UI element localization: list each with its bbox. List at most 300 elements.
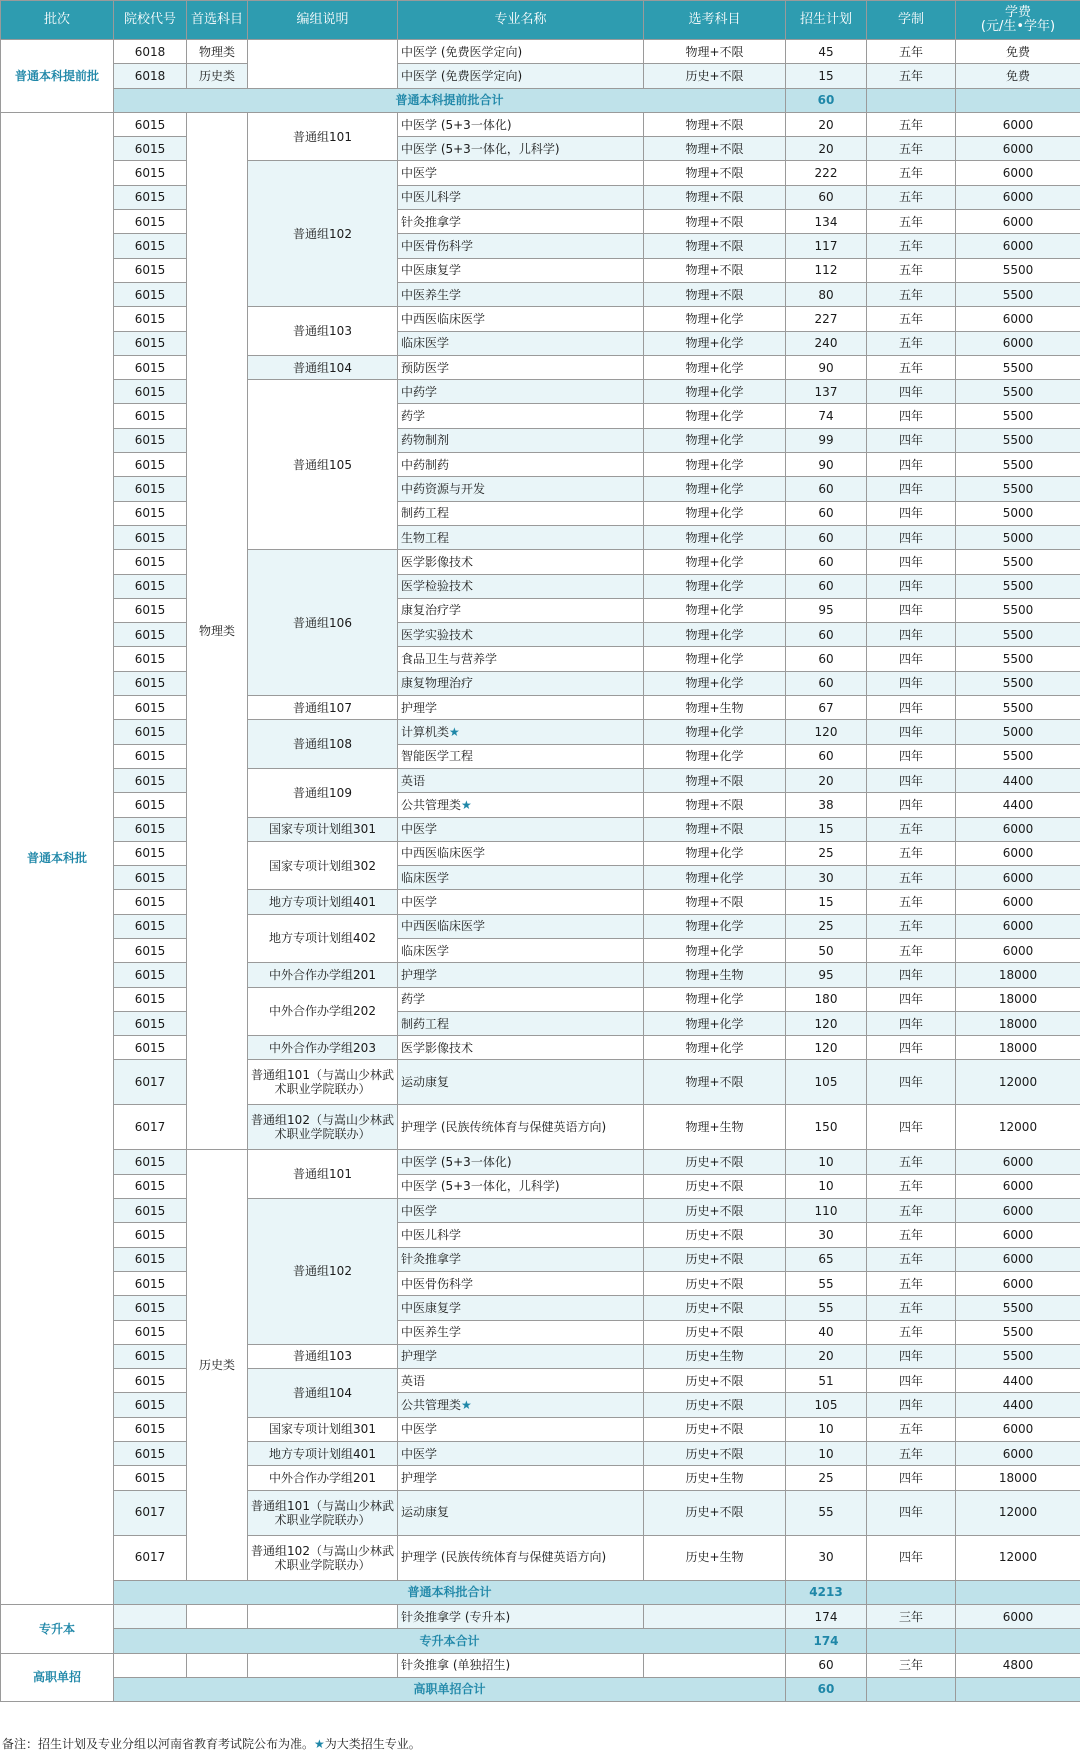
elective-cell: 物理+不限 xyxy=(644,258,786,282)
footnote: 备注：招生计划及专业分组以河南省教育考试院公布为准。★为大类招生专业。 xyxy=(2,1737,421,1751)
elective-cell: 物理+化学 xyxy=(644,501,786,525)
major-name: 英语 xyxy=(401,773,426,788)
table-row xyxy=(1,1105,1080,1150)
table-row xyxy=(1,914,1080,938)
duration-cell: 三年 xyxy=(867,1653,956,1677)
school-code-cell: 6015 xyxy=(114,453,187,477)
major-name: 医学检验技术 xyxy=(401,579,474,594)
major-name: 中西医临床医学 xyxy=(401,919,486,934)
elective-cell: 物理+不限 xyxy=(644,1060,786,1105)
table-row xyxy=(1,1223,1080,1247)
duration-cell: 四年 xyxy=(867,744,956,768)
batch-cell: 普通本科提前批 xyxy=(1,40,114,113)
elective-cell: 历史+不限 xyxy=(644,1417,786,1441)
major-cell xyxy=(398,40,644,64)
tuition-cell: 12000 xyxy=(956,1535,1080,1580)
major-name: 中医儿科学 xyxy=(401,190,462,205)
duration-cell: 五年 xyxy=(867,282,956,306)
major-name: 生物工程 xyxy=(401,530,450,545)
duration-cell: 四年 xyxy=(867,963,956,987)
table-row xyxy=(1,1417,1080,1441)
tuition-cell: 12000 xyxy=(956,1060,1080,1105)
school-code-cell: 6015 xyxy=(114,525,187,549)
duration-cell: 五年 xyxy=(867,890,956,914)
table-row xyxy=(1,525,1080,549)
major-cell xyxy=(398,1060,644,1105)
table-row xyxy=(1,258,1080,282)
group-cell xyxy=(248,1653,398,1677)
duration-cell: 四年 xyxy=(867,1344,956,1368)
duration-cell: 四年 xyxy=(867,598,956,622)
tuition-cell: 4400 xyxy=(956,793,1080,817)
tuition-cell: 6000 xyxy=(956,841,1080,865)
major-name: 中西医临床医学 xyxy=(401,846,486,861)
table-row xyxy=(1,866,1080,890)
tuition-cell: 6000 xyxy=(956,234,1080,258)
school-code-cell: 6015 xyxy=(114,1247,187,1271)
school-code-cell: 6015 xyxy=(114,1417,187,1441)
school-code-cell xyxy=(114,1604,187,1628)
elective-cell: 物理+化学 xyxy=(644,914,786,938)
major-name: 中医学 (5+3一体化) xyxy=(401,1155,512,1170)
school-code-cell: 6018 xyxy=(114,40,187,64)
group-cell: 国家专项计划组301 xyxy=(248,1417,398,1441)
elective-cell: 物理+化学 xyxy=(644,380,786,404)
elective-cell: 物理+化学 xyxy=(644,404,786,428)
plan-cell: 105 xyxy=(786,1060,867,1105)
major-name: 中医学 (5+3一体化) xyxy=(401,117,512,132)
major-name: 临床医学 xyxy=(401,336,450,351)
major-name: 英语 xyxy=(401,1373,426,1388)
plan-cell: 150 xyxy=(786,1105,867,1150)
plan-cell: 80 xyxy=(786,282,867,306)
plan-cell: 99 xyxy=(786,428,867,452)
tuition-cell: 5500 xyxy=(956,453,1080,477)
duration-cell: 四年 xyxy=(867,477,956,501)
duration-cell: 四年 xyxy=(867,1036,956,1060)
major-name: 中医儿科学 xyxy=(401,1228,462,1242)
elective-cell: 物理+化学 xyxy=(644,866,786,890)
plan-cell: 60 xyxy=(786,647,867,671)
group-cell: 国家专项计划组301 xyxy=(248,817,398,841)
duration-cell: 五年 xyxy=(867,841,956,865)
tuition-cell: 6000 xyxy=(956,1199,1080,1223)
major-cell xyxy=(398,647,644,671)
major-name: 护理学 xyxy=(401,1470,438,1485)
plan-cell: 60 xyxy=(786,1653,867,1677)
major-cell xyxy=(398,720,644,744)
elective-cell: 物理+不限 xyxy=(644,112,786,136)
duration-cell: 四年 xyxy=(867,987,956,1011)
major-cell xyxy=(398,64,644,88)
plan-cell: 51 xyxy=(786,1369,867,1393)
plan-cell: 15 xyxy=(786,817,867,841)
batch-cell: 专升本 xyxy=(1,1604,114,1653)
elective-cell: 物理+化学 xyxy=(644,598,786,622)
table-row xyxy=(1,987,1080,1011)
duration-cell: 四年 xyxy=(867,1369,956,1393)
tuition-cell: 18000 xyxy=(956,1036,1080,1060)
duration-cell: 三年 xyxy=(867,1604,956,1628)
duration-cell: 五年 xyxy=(867,1150,956,1174)
elective-cell: 物理+生物 xyxy=(644,1105,786,1150)
duration-cell: 五年 xyxy=(867,137,956,161)
elective-cell: 物理+化学 xyxy=(644,574,786,598)
elective-cell: 物理+化学 xyxy=(644,671,786,695)
tuition-cell: 18000 xyxy=(956,1011,1080,1035)
major-cell xyxy=(398,282,644,306)
school-code-cell: 6015 xyxy=(114,1393,187,1417)
major-cell xyxy=(398,696,644,720)
major-name: 医学影像技术 xyxy=(401,1040,474,1055)
school-code-cell: 6015 xyxy=(114,1296,187,1320)
plan-cell: 55 xyxy=(786,1296,867,1320)
group-cell xyxy=(248,1604,398,1628)
tuition-cell: 18000 xyxy=(956,963,1080,987)
tuition-cell: 5500 xyxy=(956,671,1080,695)
group-cell: 地方专项计划组401 xyxy=(248,1442,398,1466)
table-row xyxy=(1,1490,1080,1535)
table-row xyxy=(1,696,1080,720)
table-row xyxy=(1,1653,1080,1677)
duration-cell: 四年 xyxy=(867,720,956,744)
total-row xyxy=(1,88,1080,112)
major-name: 中医学 xyxy=(401,895,438,910)
total-empty xyxy=(867,1629,956,1653)
tuition-cell: 12000 xyxy=(956,1105,1080,1150)
tuition-cell: 6000 xyxy=(956,1247,1080,1271)
major-name: 医学实验技术 xyxy=(401,627,474,642)
duration-cell: 四年 xyxy=(867,574,956,598)
major-cell xyxy=(398,185,644,209)
major-cell xyxy=(398,525,644,549)
duration-cell: 四年 xyxy=(867,1105,956,1150)
major-cell xyxy=(398,793,644,817)
major-cell xyxy=(398,137,644,161)
table-row xyxy=(1,841,1080,865)
school-code-cell: 6015 xyxy=(114,307,187,331)
plan-cell: 117 xyxy=(786,234,867,258)
header-first-subject: 首选科目 xyxy=(187,1,248,40)
table-row xyxy=(1,1442,1080,1466)
elective-cell xyxy=(644,1604,786,1628)
duration-cell: 四年 xyxy=(867,1060,956,1105)
major-name: 中医学 xyxy=(401,166,438,181)
duration-cell: 五年 xyxy=(867,1320,956,1344)
table-row xyxy=(1,161,1080,185)
major-name: 食品卫生与营养学 xyxy=(401,652,498,667)
major-name: 针灸推拿学 xyxy=(401,214,462,229)
group-cell: 普通组108 xyxy=(248,720,398,769)
elective-cell: 物理+化学 xyxy=(644,331,786,355)
elective-cell: 历史+不限 xyxy=(644,1199,786,1223)
major-name: 公共管理类 xyxy=(401,1398,462,1413)
plan-cell: 38 xyxy=(786,793,867,817)
total-empty xyxy=(867,88,956,112)
major-cell xyxy=(398,1393,644,1417)
group-cell: 国家专项计划组302 xyxy=(248,841,398,890)
elective-cell: 物理+化学 xyxy=(644,453,786,477)
duration-cell: 五年 xyxy=(867,258,956,282)
duration-cell: 五年 xyxy=(867,1199,956,1223)
table-row xyxy=(1,234,1080,258)
major-name: 中药资源与开发 xyxy=(401,481,486,496)
tuition-cell: 6000 xyxy=(956,866,1080,890)
duration-cell: 四年 xyxy=(867,428,956,452)
first-subject-cell xyxy=(187,1653,248,1677)
first-subject-cell xyxy=(187,1604,248,1628)
plan-cell: 10 xyxy=(786,1442,867,1466)
group-cell: 普通组107 xyxy=(248,696,398,720)
school-code-cell: 6015 xyxy=(114,720,187,744)
total-row xyxy=(1,1677,1080,1701)
group-cell: 普通组101（与嵩山少林武术职业学院联办） xyxy=(248,1060,398,1105)
tuition-cell: 5500 xyxy=(956,623,1080,647)
tuition-cell: 18000 xyxy=(956,1466,1080,1490)
group-cell: 普通组102（与嵩山少林武术职业学院联办） xyxy=(248,1105,398,1150)
plan-cell: 25 xyxy=(786,1466,867,1490)
table-row xyxy=(1,1466,1080,1490)
tuition-cell: 5500 xyxy=(956,282,1080,306)
duration-cell: 五年 xyxy=(867,914,956,938)
header-batch: 批次 xyxy=(1,1,114,40)
elective-cell: 物理+生物 xyxy=(644,696,786,720)
header-major: 专业名称 xyxy=(398,1,644,40)
tuition-cell: 6000 xyxy=(956,938,1080,962)
major-cell xyxy=(398,1466,644,1490)
duration-cell: 五年 xyxy=(867,112,956,136)
duration-cell: 五年 xyxy=(867,355,956,379)
school-code-cell: 6015 xyxy=(114,623,187,647)
plan-cell: 134 xyxy=(786,210,867,234)
school-code-cell: 6015 xyxy=(114,1369,187,1393)
batch-cell: 普通本科批 xyxy=(1,112,114,1604)
major-name: 中医骨伤科学 xyxy=(401,1276,474,1291)
tuition-cell: 5500 xyxy=(956,477,1080,501)
major-cell xyxy=(398,1223,644,1247)
major-cell xyxy=(398,598,644,622)
major-cell xyxy=(398,574,644,598)
plan-cell: 10 xyxy=(786,1150,867,1174)
major-cell xyxy=(398,866,644,890)
major-cell xyxy=(398,938,644,962)
plan-cell: 227 xyxy=(786,307,867,331)
table-row xyxy=(1,210,1080,234)
table-row xyxy=(1,1604,1080,1628)
elective-cell xyxy=(644,1653,786,1677)
major-cell xyxy=(398,1247,644,1271)
plan-cell: 120 xyxy=(786,1036,867,1060)
group-cell: 普通组104 xyxy=(248,1369,398,1418)
school-code-cell xyxy=(114,1653,187,1677)
school-code-cell: 6015 xyxy=(114,890,187,914)
duration-cell: 四年 xyxy=(867,501,956,525)
major-cell xyxy=(398,623,644,647)
major-cell xyxy=(398,1105,644,1150)
school-code-cell: 6015 xyxy=(114,380,187,404)
plan-cell: 95 xyxy=(786,963,867,987)
first-subject-cell: 物理类 xyxy=(187,40,248,64)
tuition-cell: 5500 xyxy=(956,428,1080,452)
plan-cell: 30 xyxy=(786,1535,867,1580)
plan-cell: 137 xyxy=(786,380,867,404)
duration-cell: 五年 xyxy=(867,307,956,331)
first-subject-cell: 物理类 xyxy=(187,112,248,1150)
plan-cell: 50 xyxy=(786,938,867,962)
school-code-cell: 6015 xyxy=(114,744,187,768)
elective-cell: 物理+不限 xyxy=(644,793,786,817)
group-cell: 中外合作办学组201 xyxy=(248,963,398,987)
plan-cell: 65 xyxy=(786,1247,867,1271)
tuition-cell: 5500 xyxy=(956,258,1080,282)
school-code-cell: 6015 xyxy=(114,137,187,161)
duration-cell: 四年 xyxy=(867,1535,956,1580)
major-name: 药学 xyxy=(401,409,426,424)
table-row xyxy=(1,1296,1080,1320)
table-row xyxy=(1,404,1080,428)
major-name: 中西医临床医学 xyxy=(401,311,486,326)
school-code-cell: 6015 xyxy=(114,1199,187,1223)
table-row xyxy=(1,720,1080,744)
table-row xyxy=(1,40,1080,64)
group-cell: 地方专项计划组401 xyxy=(248,890,398,914)
elective-cell: 物理+化学 xyxy=(644,1011,786,1035)
plan-cell: 112 xyxy=(786,258,867,282)
plan-cell: 45 xyxy=(786,40,867,64)
major-cell xyxy=(398,1320,644,1344)
school-code-cell: 6015 xyxy=(114,938,187,962)
school-code-cell: 6015 xyxy=(114,574,187,598)
major-name: 运动康复 xyxy=(401,1074,450,1089)
major-name: 针灸推拿 (单独招生) xyxy=(401,1658,511,1673)
elective-cell: 历史+生物 xyxy=(644,1344,786,1368)
school-code-cell: 6015 xyxy=(114,1320,187,1344)
total-value: 60 xyxy=(786,1677,867,1701)
duration-cell: 四年 xyxy=(867,1011,956,1035)
duration-cell: 四年 xyxy=(867,623,956,647)
major-name: 中医骨伤科学 xyxy=(401,239,474,254)
star-icon: ★ xyxy=(461,797,472,812)
tuition-cell: 12000 xyxy=(956,1490,1080,1535)
plan-cell: 90 xyxy=(786,355,867,379)
duration-cell: 四年 xyxy=(867,671,956,695)
major-name: 中医康复学 xyxy=(401,263,462,278)
elective-cell: 历史+不限 xyxy=(644,1174,786,1198)
duration-cell: 四年 xyxy=(867,768,956,792)
major-name: 中医学 xyxy=(401,822,438,837)
school-code-cell: 6015 xyxy=(114,112,187,136)
elective-cell: 物理+生物 xyxy=(644,963,786,987)
major-cell xyxy=(398,210,644,234)
plan-cell: 25 xyxy=(786,914,867,938)
elective-cell: 历史+不限 xyxy=(644,1490,786,1535)
duration-cell: 四年 xyxy=(867,793,956,817)
major-name: 计算机类 xyxy=(401,724,450,739)
group-cell: 中外合作办学组201 xyxy=(248,1466,398,1490)
tuition-cell: 6000 xyxy=(956,137,1080,161)
elective-cell: 物理+化学 xyxy=(644,938,786,962)
table-row xyxy=(1,768,1080,792)
total-empty xyxy=(867,1580,956,1604)
elective-cell: 物理+不限 xyxy=(644,817,786,841)
major-name: 中医学 (免费医学定向) xyxy=(401,68,523,83)
major-cell xyxy=(398,1490,644,1535)
table-row xyxy=(1,137,1080,161)
major-cell xyxy=(398,890,644,914)
major-cell xyxy=(398,768,644,792)
school-code-cell: 6015 xyxy=(114,355,187,379)
plan-cell: 90 xyxy=(786,453,867,477)
major-name: 制药工程 xyxy=(401,506,450,521)
elective-cell: 物理+化学 xyxy=(644,355,786,379)
first-subject-cell: 历史类 xyxy=(187,64,248,88)
duration-cell: 四年 xyxy=(867,647,956,671)
duration-cell: 四年 xyxy=(867,1490,956,1535)
elective-cell: 物理+化学 xyxy=(644,987,786,1011)
major-name: 医学影像技术 xyxy=(401,554,474,569)
duration-cell: 五年 xyxy=(867,234,956,258)
school-code-cell: 6015 xyxy=(114,647,187,671)
major-name: 中药制药 xyxy=(401,457,450,472)
tuition-cell: 6000 xyxy=(956,1604,1080,1628)
major-cell xyxy=(398,744,644,768)
school-code-cell: 6015 xyxy=(114,1442,187,1466)
duration-cell: 五年 xyxy=(867,817,956,841)
elective-cell: 物理+化学 xyxy=(644,307,786,331)
group-cell: 普通组101 xyxy=(248,112,398,161)
major-name: 药物制剂 xyxy=(401,433,450,448)
elective-cell: 历史+生物 xyxy=(644,1466,786,1490)
school-code-cell: 6015 xyxy=(114,185,187,209)
major-name: 中医养生学 xyxy=(401,1325,462,1340)
plan-cell: 110 xyxy=(786,1199,867,1223)
school-code-cell: 6015 xyxy=(114,963,187,987)
plan-cell: 40 xyxy=(786,1320,867,1344)
major-cell xyxy=(398,161,644,185)
plan-cell: 15 xyxy=(786,64,867,88)
table-row xyxy=(1,477,1080,501)
table-body xyxy=(1,40,1080,1702)
elective-cell: 物理+不限 xyxy=(644,234,786,258)
total-value: 174 xyxy=(786,1629,867,1653)
table-row xyxy=(1,112,1080,136)
table-row xyxy=(1,1535,1080,1580)
table-row xyxy=(1,1247,1080,1271)
elective-cell: 历史+生物 xyxy=(644,1535,786,1580)
table-row xyxy=(1,453,1080,477)
duration-cell: 五年 xyxy=(867,1271,956,1295)
plan-cell: 55 xyxy=(786,1271,867,1295)
group-cell: 中外合作办学组203 xyxy=(248,1036,398,1060)
table-row xyxy=(1,331,1080,355)
major-name: 中医学 (5+3一体化，儿科学) xyxy=(401,141,560,156)
tuition-cell: 5500 xyxy=(956,404,1080,428)
major-cell xyxy=(398,453,644,477)
plan-cell: 20 xyxy=(786,137,867,161)
school-code-cell: 6015 xyxy=(114,1466,187,1490)
plan-cell: 60 xyxy=(786,550,867,574)
plan-cell: 15 xyxy=(786,890,867,914)
duration-cell: 五年 xyxy=(867,185,956,209)
major-name: 公共管理类 xyxy=(401,797,462,812)
major-cell xyxy=(398,331,644,355)
major-cell xyxy=(398,258,644,282)
total-label: 普通本科批合计 xyxy=(114,1580,786,1604)
table-row xyxy=(1,938,1080,962)
major-cell xyxy=(398,1417,644,1441)
school-code-cell: 6015 xyxy=(114,550,187,574)
group-cell: 普通组102 xyxy=(248,161,398,307)
